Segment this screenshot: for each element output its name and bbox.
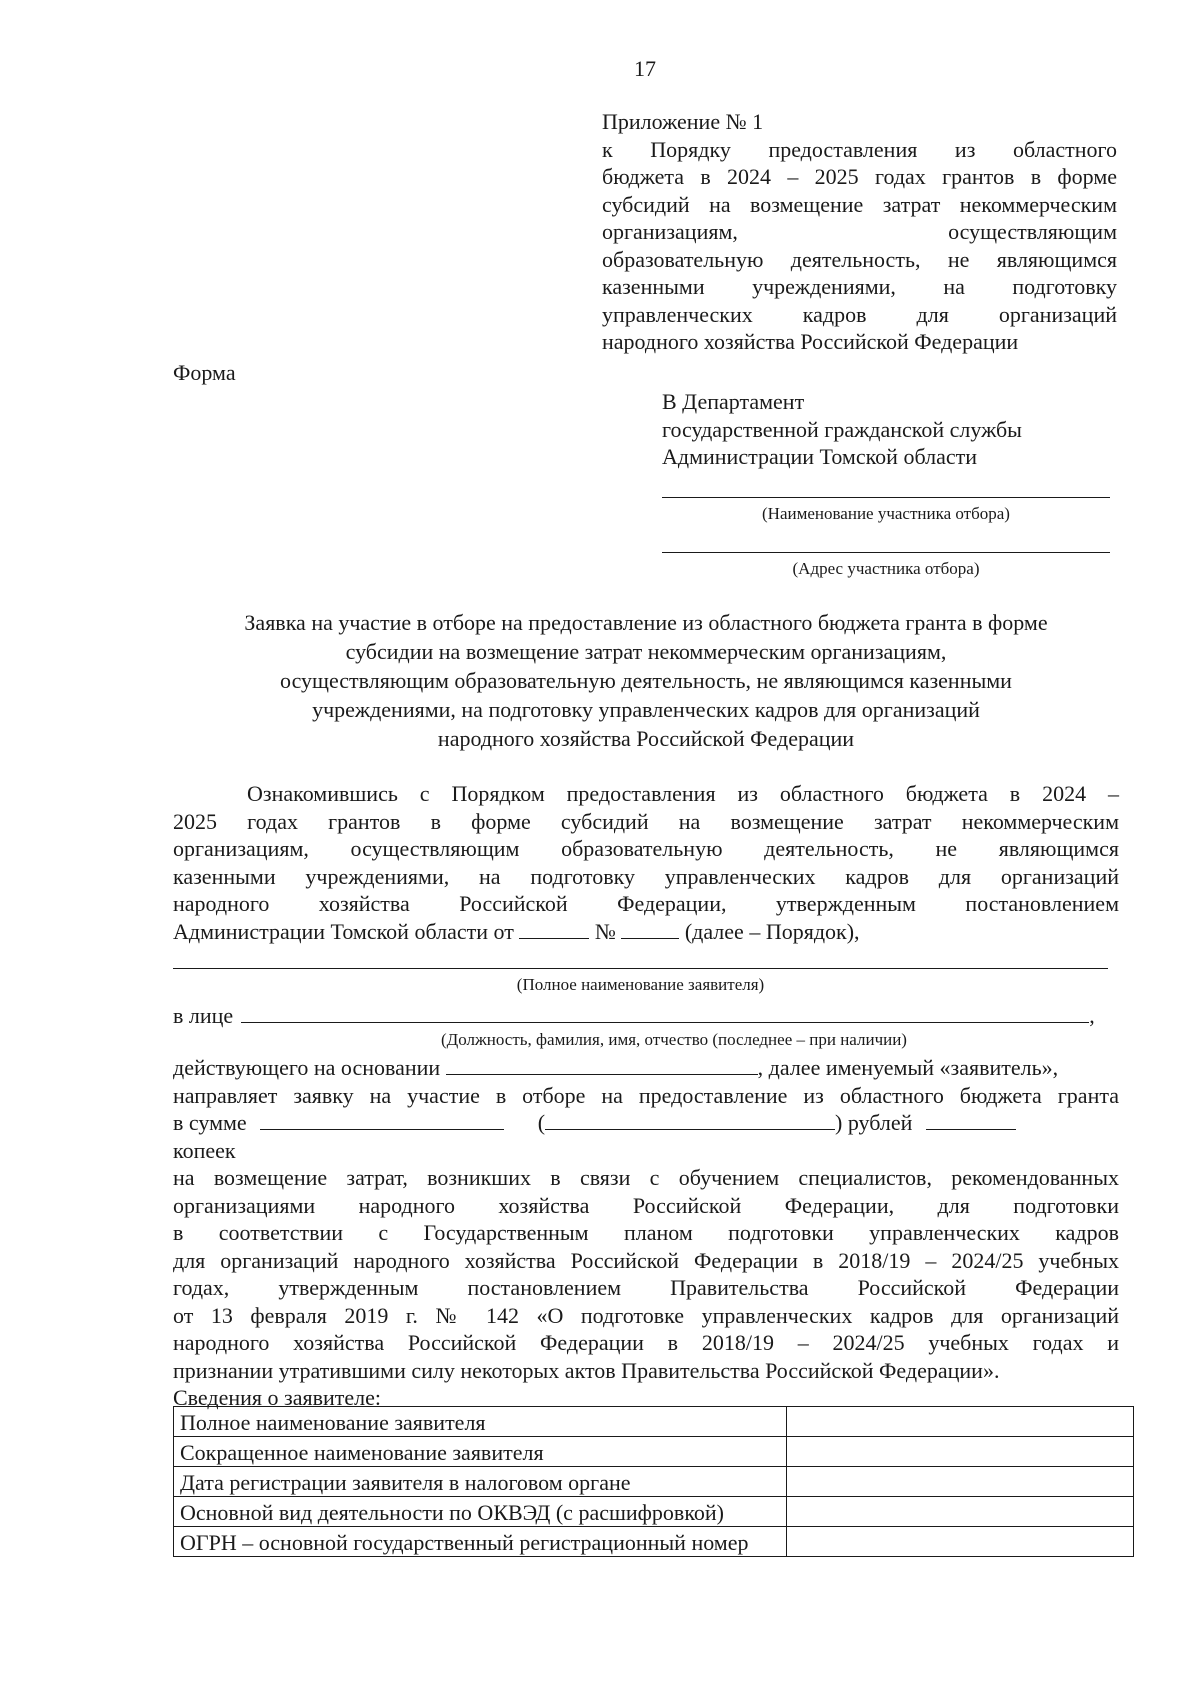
sum-line [173,1109,1119,1164]
appendix-heading: Приложение № 1 [602,109,764,134]
purpose-line: от 13 февраля 2019 г. № 142 «О подготовке управленческих кадров для организаций [173,1302,1119,1328]
in-person-suffix: , [1089,1003,1095,1028]
table-label-cell: Дата регистрации заявителя в налоговом органе [174,1467,787,1497]
intro-last-part: (далее – Порядок), [684,918,860,944]
sum-prefix: в сумме [173,1110,247,1135]
table-row [174,1467,1134,1497]
basis-blank[interactable] [446,1056,758,1075]
intro-paragraph [173,780,1119,945]
addressee-line: В Департамент [662,389,805,414]
purpose-line: народного хозяйства Российской Федерации в 2018/19 – 2024/25 учебных годах и [173,1330,1119,1355]
kopecks-blank[interactable] [926,1111,1016,1130]
purpose-line: организациями народного хозяйства Российской Федерации, для подготовки [173,1192,1119,1218]
table-label-cell: Сокращенное наименование заявителя [174,1437,787,1467]
intro-last-part: Администрации Томской области от [173,918,514,944]
purpose-line: для организаций народного хозяйства Российской Федерации в 2018/19 – 2024/25 учебных [173,1247,1119,1273]
sum-words-blank[interactable] [545,1111,835,1130]
appendix-line: управленческих кадров для организаций [602,301,1117,327]
appendix-line: казенными учреждениями, на подготовку [602,274,1117,299]
purpose-line: годах, утвержденным постановлением Правительства Российской Федерации [173,1275,1119,1300]
addressee-block [662,388,1022,471]
intro-line: 2025 годах грантов в форме субсидий на возмещение затрат некоммерческим [173,808,1119,834]
participant-name-line[interactable] [662,497,1110,498]
participant-address-caption: (Адрес участника отбора) [792,559,980,578]
table-label-cell: Основной вид деятельности по ОКВЭД (с расшифровкой) [174,1497,787,1527]
purpose-line: в соответствии с Государственным планом подготовки управленческих кадров [173,1220,1119,1245]
table-row [174,1437,1134,1467]
application-title [173,608,1119,753]
appendix-line: бюджета в 2024 – 2025 годах грантов в форме [602,164,1117,189]
sum-digits-blank[interactable] [260,1111,504,1130]
representative-caption: (Должность, фамилия, имя, отчество (последнее – при наличии) [441,1030,907,1049]
sum-open-paren: ( [537,1110,546,1135]
intro-line: народного хозяйства Российской Федерации, утвержденным постановлением [173,891,1119,916]
intro-line: казенными учреждениями, на подготовку управленческих кадров для организаций [173,863,1119,889]
appendix-block [602,108,1117,356]
table-value-cell[interactable] [787,1407,1134,1437]
table-value-cell[interactable] [787,1527,1134,1557]
table-value-cell[interactable] [787,1497,1134,1527]
title-line: субсидии на возмещение затрат некоммерческим организациям, [345,639,947,664]
intro-last-line [173,918,1119,946]
appendix-line: к Порядку предоставления из областного [602,136,1117,162]
applicant-full-name-line[interactable] [173,968,1108,969]
table-value-cell[interactable] [787,1467,1134,1497]
info-heading: Сведения о заявителе: [173,1385,382,1410]
appendix-line: субсидий на возмещение затрат некоммерческим [602,191,1117,217]
appendix-line: народного хозяйства Российской Федерации [602,329,1019,354]
page-number: 17 [634,56,656,81]
table-row [174,1407,1134,1437]
sum-rubles: ) рублей [835,1110,913,1135]
participant-address-line[interactable] [662,552,1110,553]
addressee-line: государственной гражданской службы [662,416,1022,442]
table-row [174,1497,1134,1527]
participant-name-caption: (Наименование участника отбора) [762,504,1010,523]
sum-kopecks: копеек [173,1137,236,1163]
in-person-prefix: в лице [173,1003,234,1028]
resolution-number-blank[interactable] [621,920,679,939]
basis-prefix: действующего на основании [173,1055,441,1080]
title-line: Заявка на участие в отборе на предоставление из областного бюджета гранта в форме [244,610,1048,635]
title-line: учреждениями, на подготовку управленческих кадров для организаций [312,697,980,722]
purpose-line: на возмещение затрат, возникших в связи с обучением специалистов, рекомендованных [173,1165,1119,1190]
applicant-full-name-caption: (Полное наименование заявителя) [516,975,765,994]
appendix-line: образовательную деятельность, не являющимся [602,246,1117,272]
basis-line [173,1054,1119,1082]
request-line: направляет заявку на участие в отборе на предоставление из областного бюджета гранта [173,1082,1119,1108]
table-value-cell[interactable] [787,1437,1134,1467]
representative-blank[interactable] [241,1004,1089,1023]
form-label: Форма [173,360,236,385]
title-line: осуществляющим образовательную деятельность, не являющимся казенными [280,668,1012,693]
purpose-last-line: признании утратившими силу некоторых актов Правительства Российской Федерации». [173,1357,1000,1383]
appendix-line: организациям, осуществляющим [602,219,1117,244]
table-label-cell: ОГРН – основной государственный регистрационный номер [174,1527,787,1557]
in-person-line [173,1002,1119,1030]
table-label-cell: Полное наименование заявителя [174,1407,787,1437]
addressee-line: Администрации Томской области [662,444,977,469]
applicant-info-table [173,1406,1134,1557]
request-paragraph [173,1054,1119,1412]
table-row [174,1527,1134,1557]
intro-line: организациям, осуществляющим образовательную деятельность, не являющимся [173,836,1119,861]
resolution-date-blank[interactable] [519,920,589,939]
title-line: народного хозяйства Российской Федерации [437,726,855,751]
intro-line: Ознакомившись с Порядком предоставления из областного бюджета в 2024 – [247,781,1119,806]
basis-suffix: , далее именуемый «заявитель», [757,1055,1059,1080]
number-sign: № [594,918,616,944]
